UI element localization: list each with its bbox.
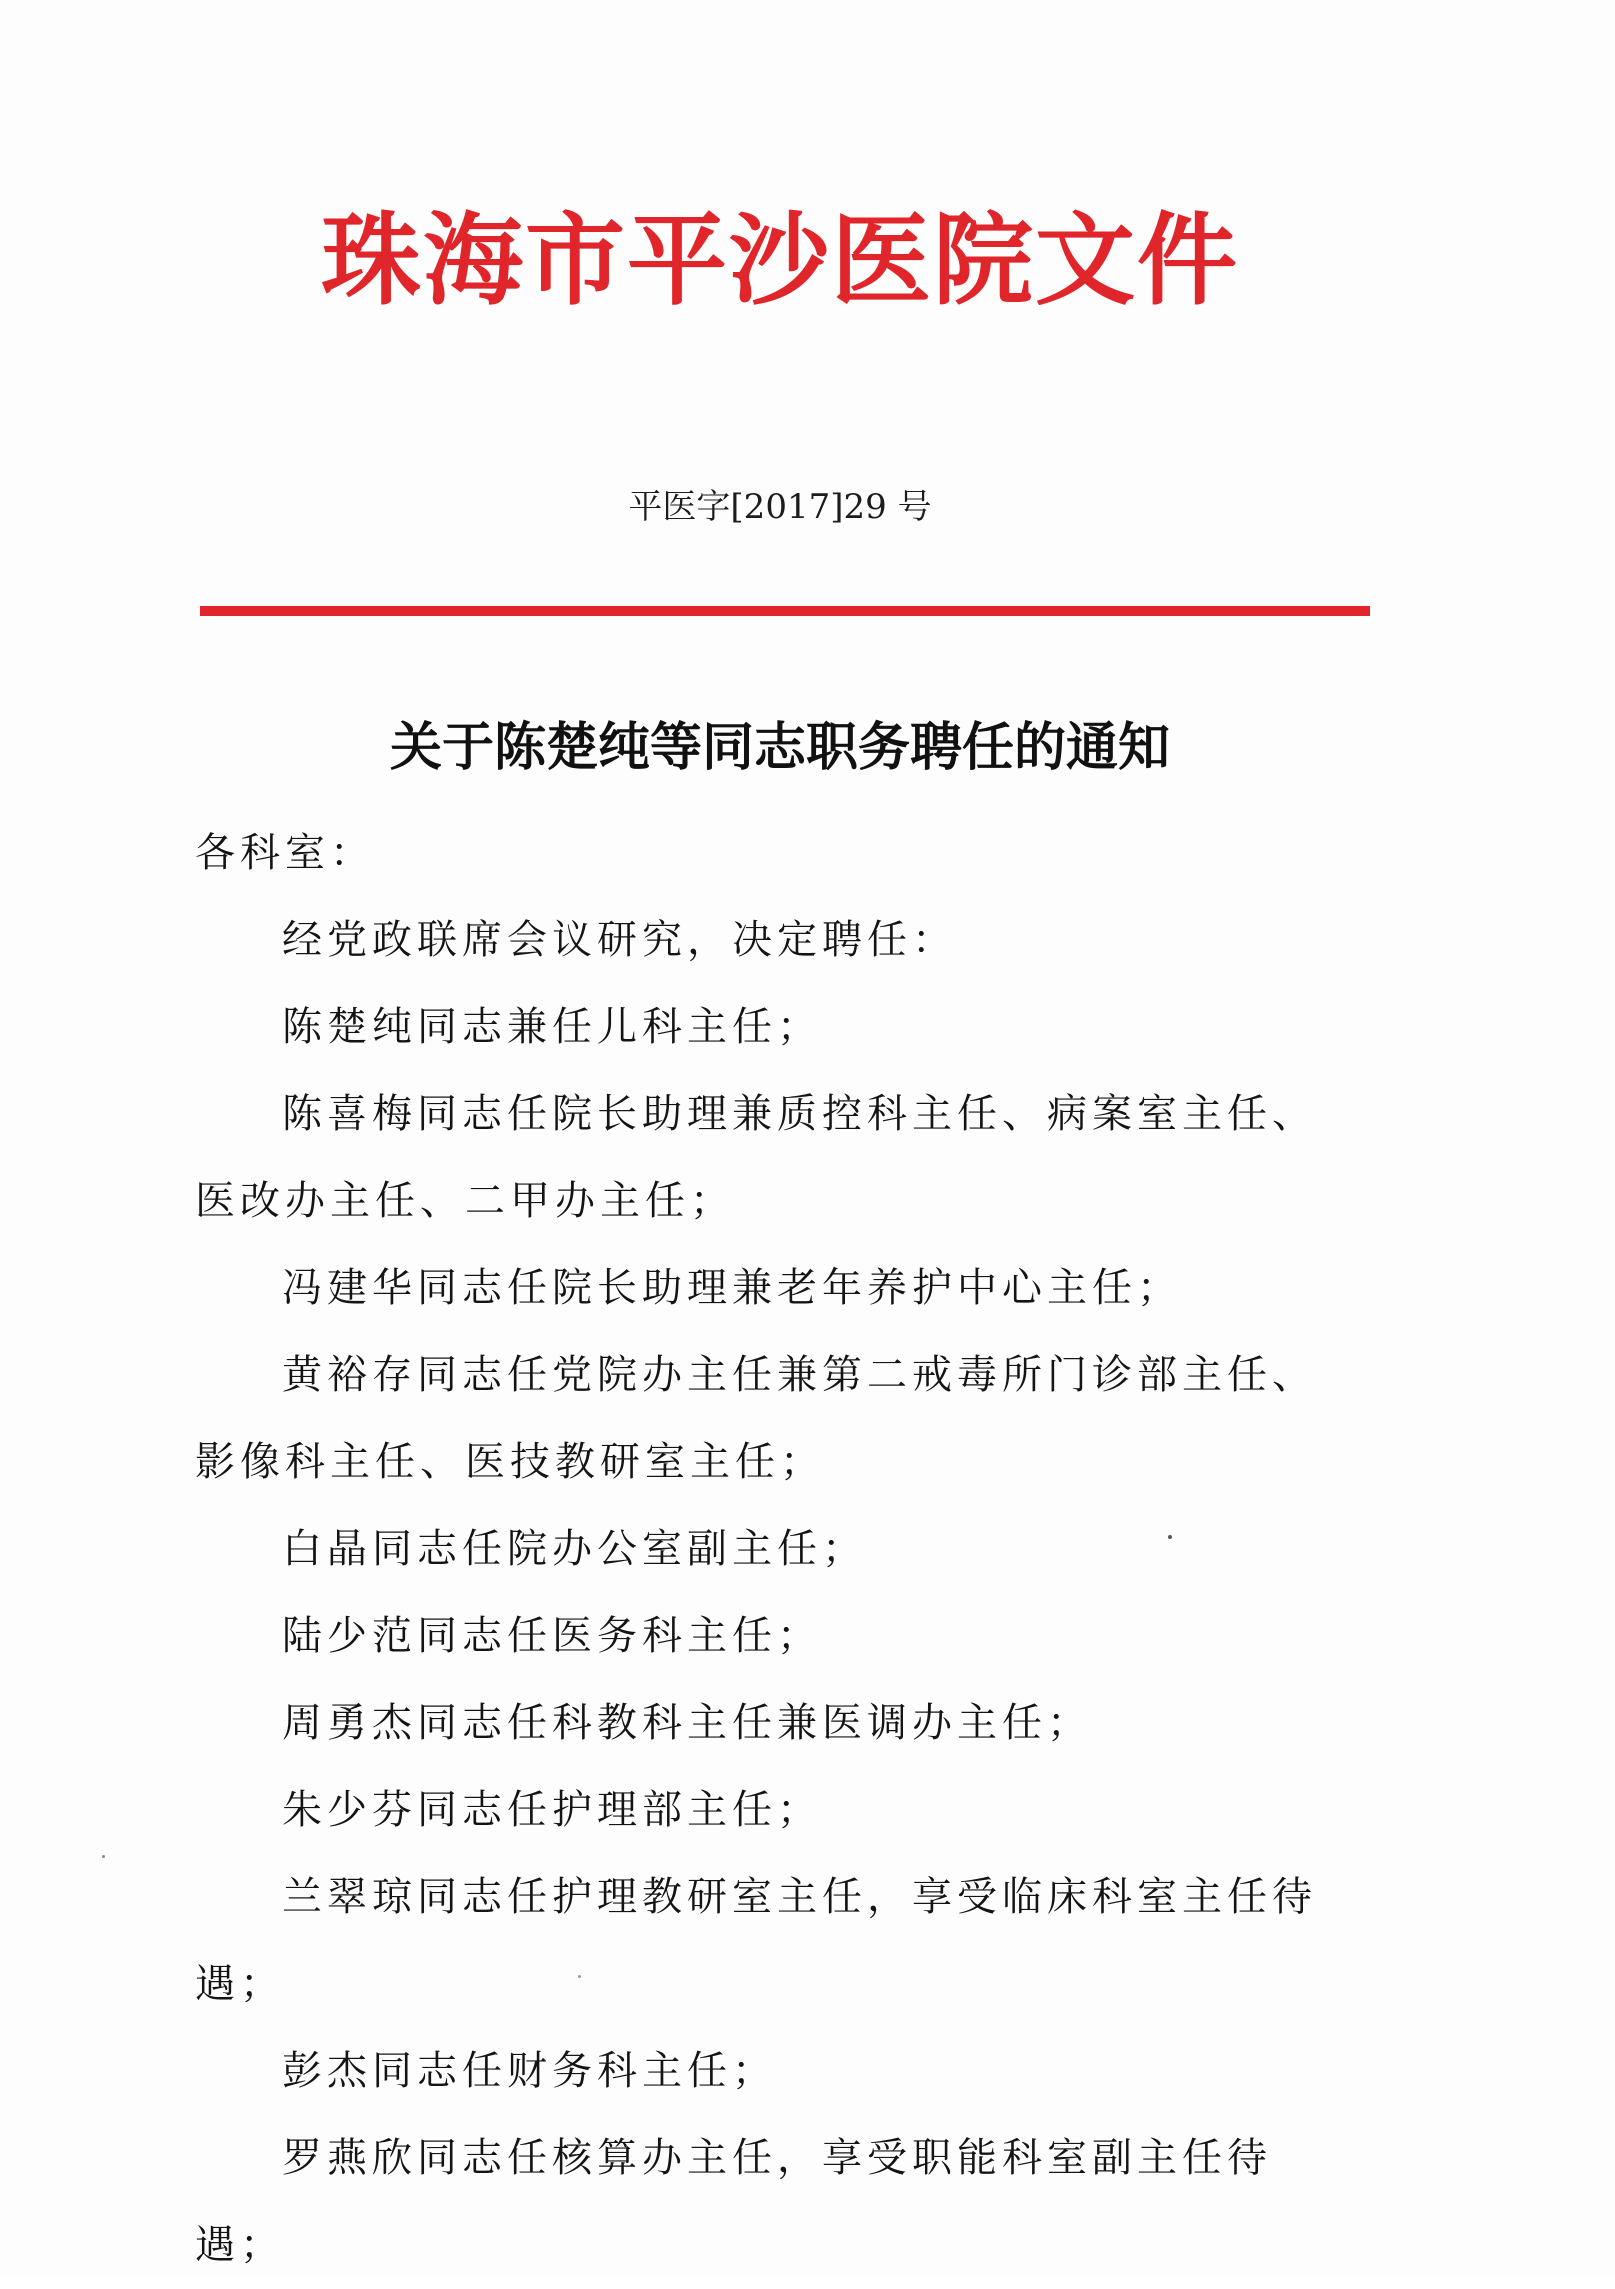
paragraph: 白晶同志任院办公室副主任；: [282, 1526, 867, 1572]
paragraph: 陈喜梅同志任院长助理兼质控科主任、病案室主任、医改办主任、二甲办主任；: [195, 1091, 1317, 1224]
notice-body: [195, 810, 1345, 2289]
salutation: 各科室：: [195, 830, 375, 876]
paragraph: 周勇杰同志任科教科主任兼医调办主任；: [282, 1700, 1092, 1746]
paragraph: 黄裕存同志任党院办主任兼第二戒毒所门诊部主任、影像科主任、医技教研室主任；: [195, 1352, 1317, 1485]
scan-speck: [102, 1855, 105, 1858]
paragraph: 罗燕欣同志任核算办主任，享受职能科室副主任待遇；: [195, 2135, 1272, 2268]
paragraph: 陆少范同志任医务科主任；: [282, 1613, 822, 1659]
document-number: 平医字[2017]29 号: [628, 487, 932, 527]
header-divider-line: [200, 606, 1370, 616]
notice-title: 关于陈楚纯等同志职务聘任的通知: [389, 718, 1170, 778]
scan-speck: [578, 1975, 581, 1978]
paragraph: 陈楚纯同志兼任儿科主任；: [282, 1004, 822, 1050]
paragraph: 冯建华同志任院长助理兼老年养护中心主任；: [282, 1265, 1182, 1311]
document-header-title: 珠海市平沙医院文件: [321, 201, 1239, 319]
scan-speck: [1168, 1535, 1172, 1539]
paragraph: 经党政联席会议研究，决定聘任：: [282, 917, 957, 963]
paragraph: 兰翠琼同志任护理教研室主任，享受临床科室主任待遇；: [195, 1874, 1317, 2007]
paragraph: 彭杰同志任财务科主任；: [282, 2048, 777, 2094]
paragraph: 朱少芬同志任护理部主任；: [282, 1787, 822, 1833]
